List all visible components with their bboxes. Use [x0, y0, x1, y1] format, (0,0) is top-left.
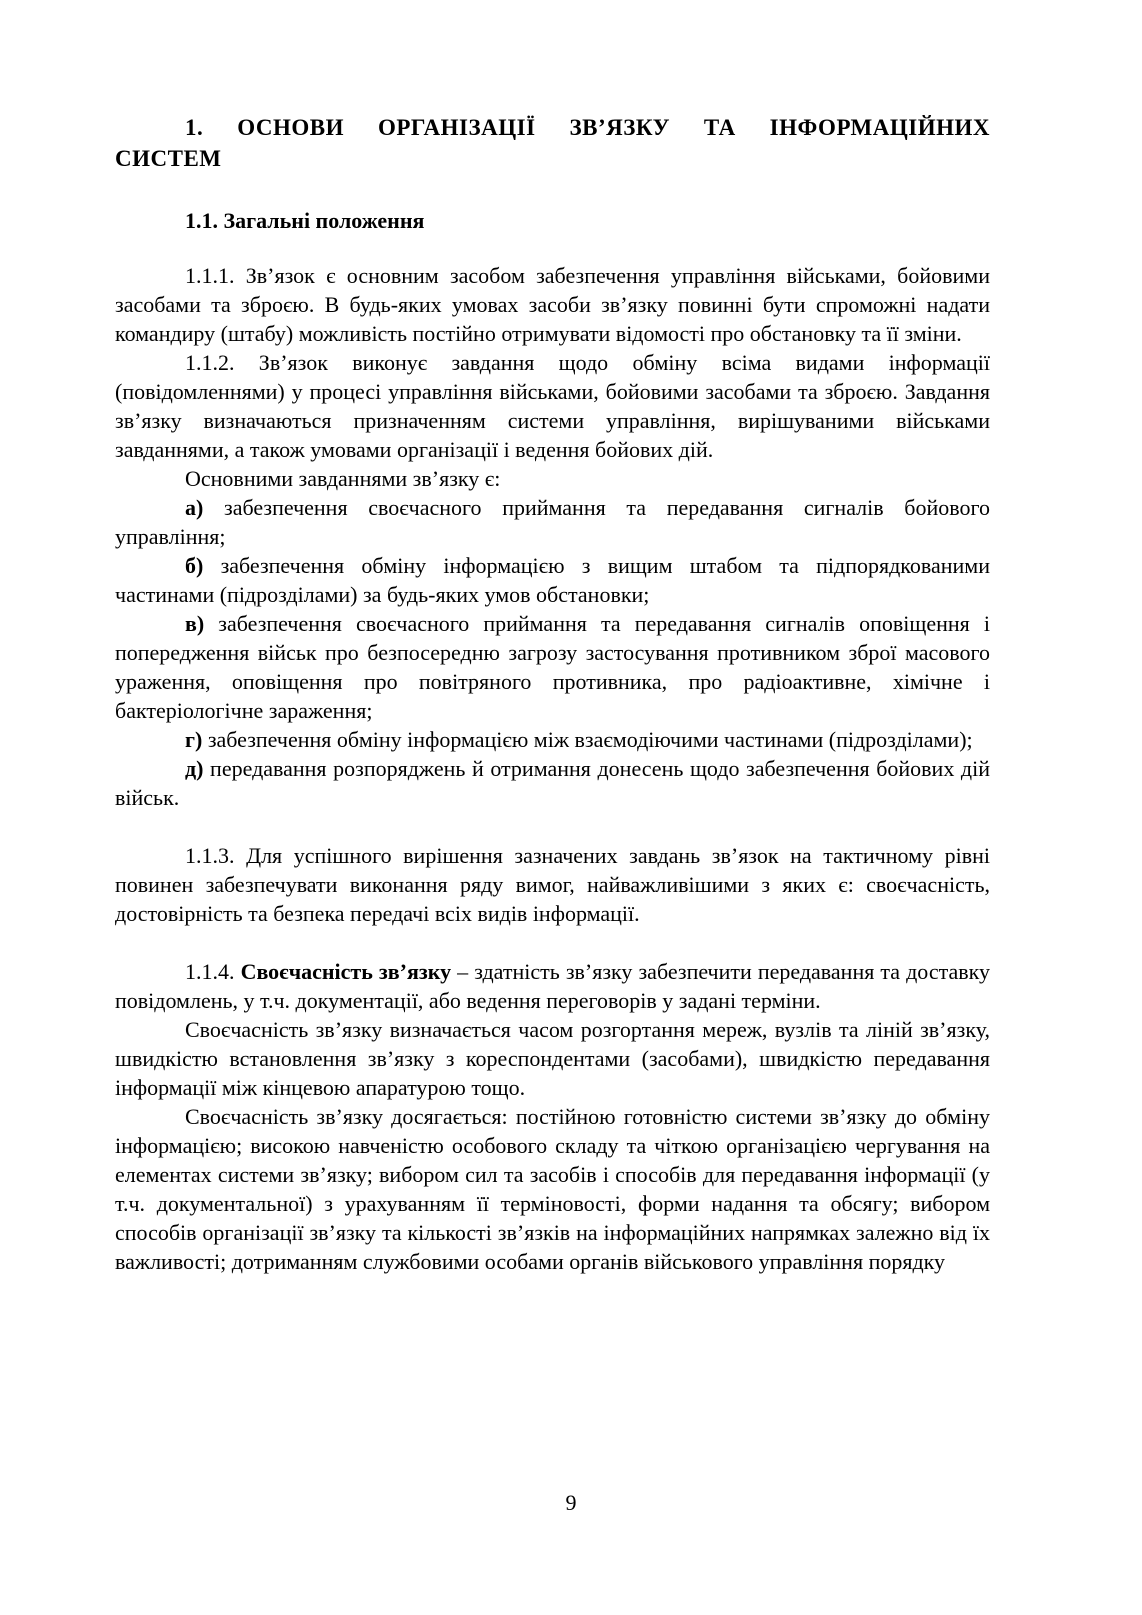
- task-text-b: забезпечення обміну інформацією з вищим штабом та підпорядкованими частинами (підрозділами) за будь-яких умов обстановки;: [115, 553, 990, 607]
- paragraph-1-1-4-text: – здатність зв’язку забезпечити передавання та доставку повідомлень, у т.ч. документації, або ведення переговорів у задані терміни.: [115, 959, 991, 1013]
- paragraph-1-1-1: 1.1.1. Зв’язок є основним засобом забезпечення управління військами, бойовими засобами та зброєю. В будь-яких умовах засоби зв’язку повинні бути спроможні надати командиру (штабу) можливість постійно отримувати відомості про обстановку та її зміни.: [115, 263, 990, 346]
- paragraph-1-1-2: 1.1.2. Зв’язок виконує завдання щодо обміну всіма видами інформації (повідомленнями) у процесі управління військами, бойовими засобами та зброєю. Завдання зв’язку визначаються призначенням системи управління, вирішуваними військами завданнями, а також умовами організації і ведення бойових дій.: [115, 350, 990, 462]
- chapter-title: 1. ОСНОВИ ОРГАНІЗАЦІЇ ЗВ’ЯЗКУ ТА ІНФОРМАЦІЙНИХ СИСТЕМ: [115, 115, 990, 171]
- task-item-v: [115, 609, 990, 725]
- task-item-a: [115, 493, 990, 551]
- paragraph-1-1-3: 1.1.3. Для успішного вирішення зазначених завдань зв’язок на тактичному рівні повинен забезпечувати виконання ряду вимог, найважливішими з яких є: своєчасність, достовірність та безпека передачі всіх видів інформації.: [115, 843, 990, 926]
- paragraph-1-1-4b: Своєчасність зв’язку досягається: постійною готовністю системи зв’язку до обміну інформацією; високою навченістю особового складу та чіткою організацією чергування на елементах системи зв’язку; вибором сил та засобів і способів для передавання інформації (у т.ч. документальної) з урахуванням її терміновості, форми надання та обсягу; вибором способів організації зв’язку та кількості зв’язків на інформаційних напрямках залежно від їх важливості; дотриманням службовими особами органів військового управління порядку: [115, 1104, 990, 1274]
- task-label-g: г): [185, 727, 203, 752]
- task-text-d: передавання розпоряджень й отримання донесень щодо забезпечення бойових дій військ.: [115, 756, 990, 810]
- section-heading: 1.1. Загальні положення: [185, 208, 425, 233]
- task-text-a: забезпечення своєчасного приймання та передавання сигналів бойового управління;: [115, 495, 990, 549]
- task-item-b: [115, 551, 990, 609]
- paragraph-1-1-4a: Своєчасність зв’язку визначається часом розгортання мереж, вузлів та ліній зв’язку, швидкістю встановлення зв’язку з кореспондентами (засобами), швидкістю передавання інформації між кінцевою апаратурою тощо.: [115, 1017, 990, 1100]
- task-item-d: [115, 754, 990, 812]
- task-label-d: д): [185, 756, 204, 781]
- task-item-g: [115, 725, 990, 754]
- task-label-a: а): [185, 495, 204, 520]
- paragraph-1-1-4: [115, 957, 990, 1015]
- paragraph-1-1-4-number: 1.1.4.: [185, 959, 241, 984]
- task-text-v: забезпечення своєчасного приймання та передавання сигналів оповіщення і попередження військ про безпосередню загрозу застосування противником зброї масового ураження, оповіщення про повітряного противника, про радіоактивне, хімічне і бактеріологічне зараження;: [115, 611, 990, 723]
- task-text-g: забезпечення обміну інформацією між взаємодіючими частинами (підрозділами);: [202, 727, 973, 752]
- task-label-v: в): [185, 611, 205, 636]
- task-label-b: б): [185, 553, 204, 578]
- page-number: 9: [565, 1490, 577, 1515]
- tasks-intro: Основними завданнями зв’язку є:: [185, 466, 501, 491]
- paragraph-1-1-4-term: Своєчасність зв’язку: [240, 959, 452, 984]
